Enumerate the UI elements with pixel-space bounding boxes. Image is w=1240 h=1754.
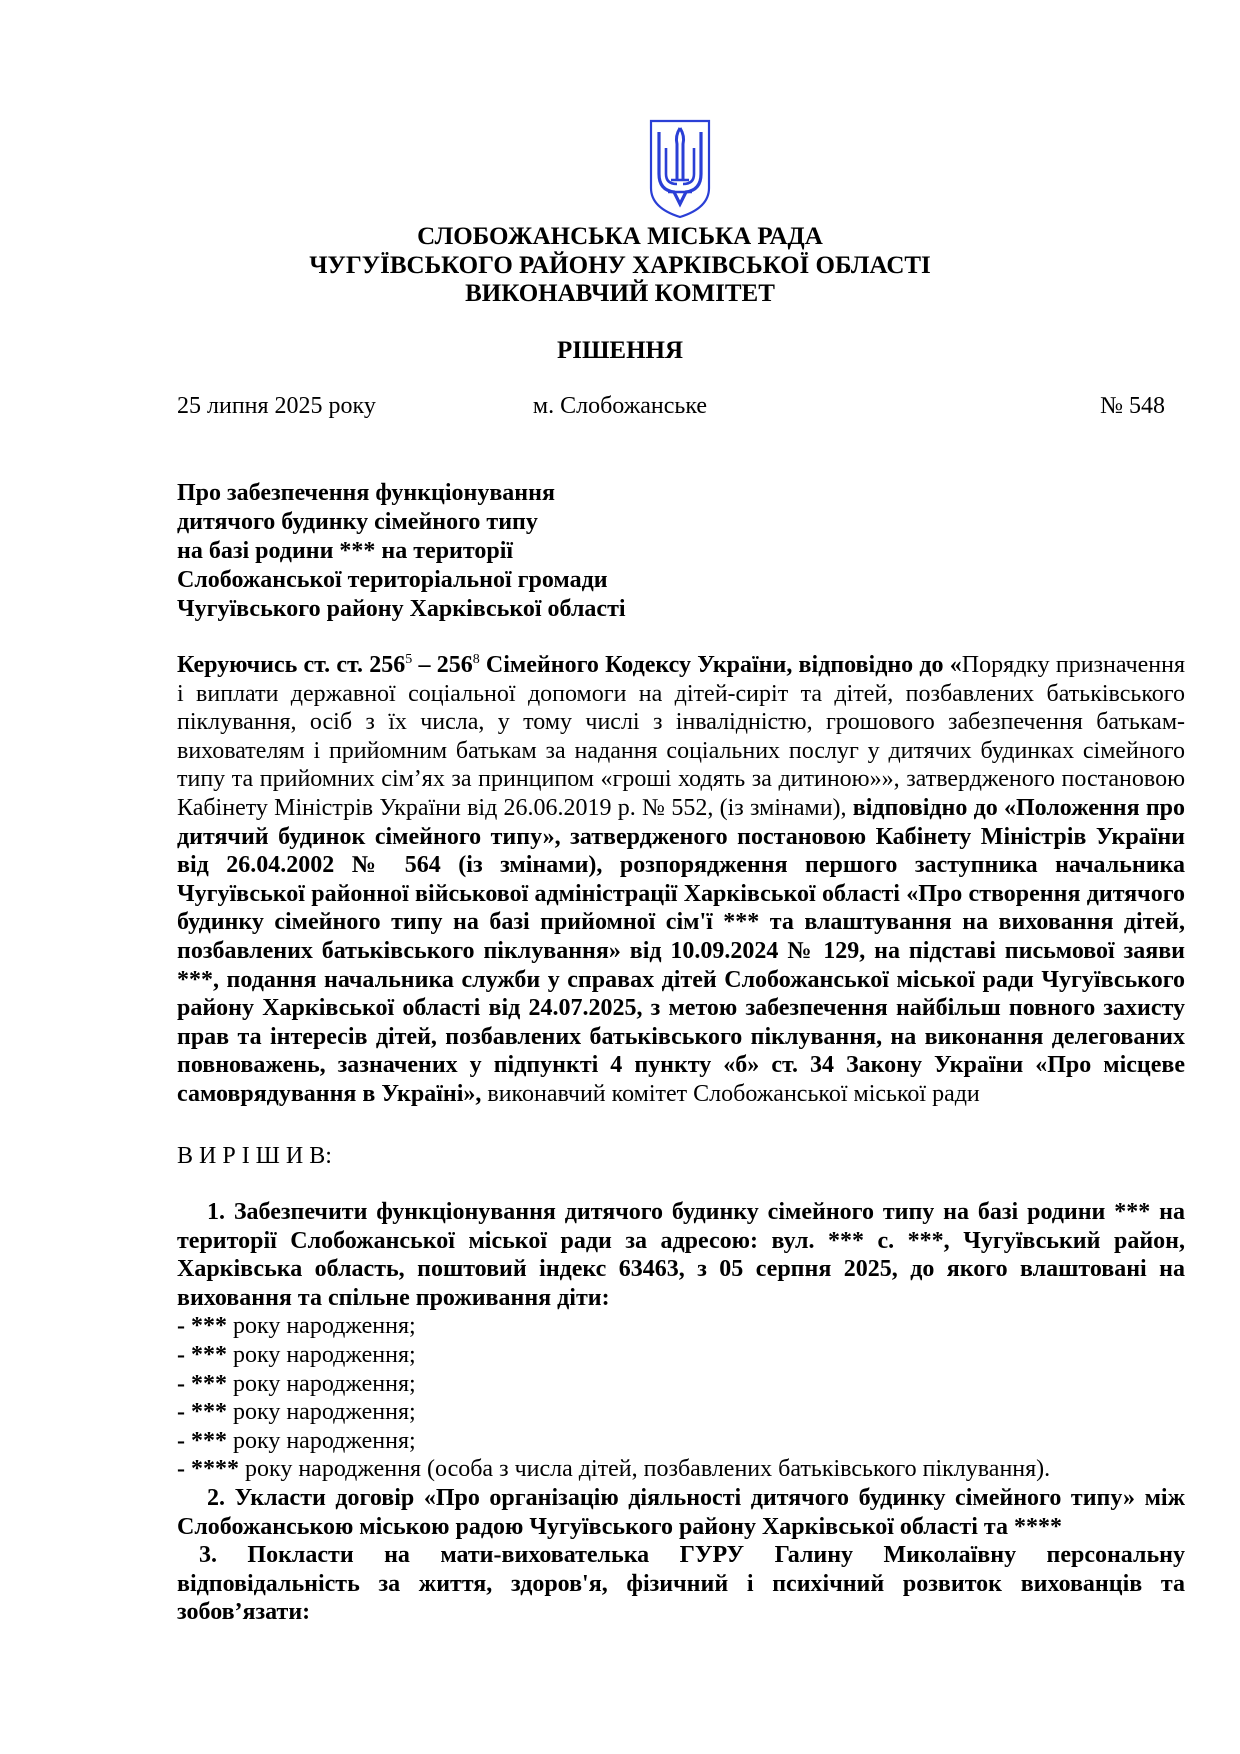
preamble-part: Керуючись ст. ст. 256 [177,652,406,678]
subject-line: дитячого будинку сімейного типу [177,509,538,535]
subject-line: Чугуївського району Харківської області [177,596,626,622]
document-type: РІШЕННЯ [556,337,684,364]
subject-line: Про забезпечення функціонування [177,480,555,506]
preamble-part: відповідно до «Положення про дитячий будинок сімейного типу», затвердженого постановою Кабінету Міністрів України від 26.04.2002 № 564 (із змінами), розпорядження першого заступника начальника Чугуївської районної військової адміністрації Харківської області «Про створення дитячого будинку сімейного типу на базі прийомної сім'ї *** та влаштування на виховання дітей, позбавлених батьківського піклування» від 10.09.2024 № 129, на підставі письмової заяви ***, подання начальника служби у справах дітей Слобожанської міської ради Чугуївського району Харківської області від 24.07.2025, з метою забезпечення найбільш повного захисту прав та інтересів дітей, позбавлених батьківського піклування, на виконання делегованих повноважень, зазначених у підпункті 4 пункту «б» ст. 34 Закону України «Про місцеве самоврядування в Україні», [177,794,1185,1107]
subject-line: Слобожанської територіальної громади [177,567,608,593]
decision-date: 25 липня 2025 року [177,393,376,419]
list-item: - *** року народження; [177,1341,416,1368]
preamble-part: виконавчий комітет Слобожанської міської ради [481,1080,980,1107]
list-item: - *** року народження; [177,1427,416,1454]
decision-points [177,1198,1185,1627]
point-3: 3. Покласти на мати-вихователька ГУРУ Галину Миколаївну персональну відповідальність за життя, здоров'я, фізичний і психічний розвиток вихованців та зобов’язати: [177,1542,1185,1626]
district-title: ЧУГУЇВСЬКОГО РАЙОНУ ХАРКІВСЬКОЇ ОБЛАСТІ [309,252,931,279]
subject-line: на базі родини *** на території [177,538,514,564]
list-item: - **** року народження (особа з числа дітей, позбавлених батьківського піклування). [177,1456,1051,1483]
preamble-part: – 256 [412,652,473,678]
list-item: - *** року народження; [177,1313,416,1340]
decided-heading: В И Р І Ш И В: [177,1143,332,1169]
decision-number: № 548 [1100,393,1165,419]
list-item: - *** року народження; [177,1370,416,1397]
superscript: 8 [472,652,480,667]
preamble-part: Порядку призначення і виплати державної соціальної допомоги на дітей-сиріт та дітей, позбавлених батьківського піклування, осіб з їх числа, у тому числі з інвалідністю, грошового забезпечення батькам-вихователям і прийомним батькам за надання соціальних послуг у дитячих будинках сімейного типу та прийомних сім’ях за принципом «гроші ходять за дитиною»», затвердженого постановою Кабінету Міністрів України від 26.06.2019 р. № 552, (із змінами), [177,652,1186,821]
superscript: 5 [405,652,413,667]
point-2: 2. Укласти договір «Про організацію діяльності дитячого будинку сімейного типу» між Слобожанською міською радою Чугуївського району Харківської області та **** [177,1484,1185,1540]
list-item: - *** року народження; [177,1399,416,1426]
tryzub-coat-of-arms-icon [648,118,712,220]
decision-subject [177,479,626,624]
decision-place: м. Слобожанське [532,393,708,419]
preamble-part: Сімейного Кодексу України, відповідно до « [479,652,962,678]
point-1: 1. Забезпечити функціонування дитячого будинку сімейного типу на базі родини *** на території Слобожанської міської ради за адресою: вул. *** с. ***, Чугуївський район, Харківська область, поштовий індекс 63463, з 05 серпня 2025, до якого влаштовані на виховання та спільне проживання діти: [177,1199,1185,1311]
preamble [177,651,1185,1109]
council-title: СЛОБОЖАНСЬКА МІСЬКА РАДА [417,223,823,250]
committee-title: ВИКОНАВЧИЙ КОМІТЕТ [465,280,775,307]
